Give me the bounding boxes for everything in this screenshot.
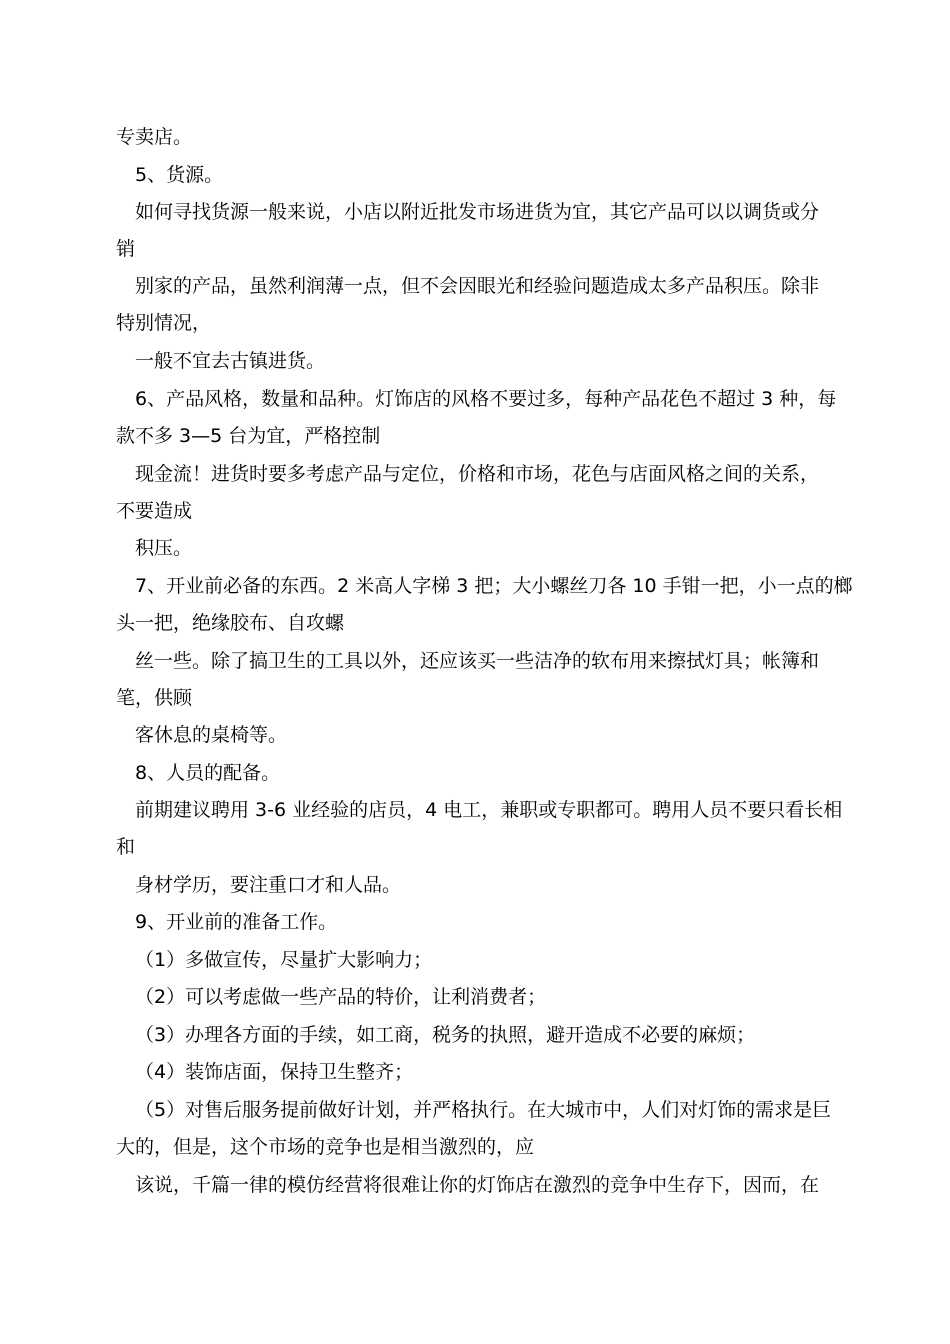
text-line: 大的，但是，这个市场的竞争也是相当激烈的，应 <box>116 1136 535 1158</box>
text-line: （2）可以考虑做一些产品的特价，让利消费者； <box>135 986 547 1008</box>
text-line: 特别情况， <box>116 312 212 334</box>
text-line: 现金流！进货时要多考虑产品与定位，价格和市场，花色与店面风格之间的关系， <box>135 463 820 485</box>
text-line: 7、开业前必备的东西。2 米高人字梯 3 把；大小螺丝刀各 10 手钳一把，小一点的榔 <box>135 575 853 597</box>
text-line: 款不多 3—5 台为宜，严格控制 <box>116 425 381 447</box>
text-line: 该说，千篇一律的模仿经营将很难让你的灯饰店在激烈的竞争中生存下，因而，在 <box>135 1174 820 1196</box>
text-line: 销 <box>116 238 136 260</box>
text-line: 身材学历，要注重口才和人品。 <box>135 874 402 896</box>
text-line: （5）对售后服务提前做好计划，并严格执行。在大城市中，人们对灯饰的需求是巨 <box>135 1099 832 1121</box>
text-line: 别家的产品，虽然利润薄一点，但不会因眼光和经验问题造成太多产品积压。除非 <box>135 275 820 297</box>
text-line: 6、产品风格，数量和品种。灯饰店的风格不要过多，每种产品花色不超过 3 种，每 <box>135 388 837 410</box>
text-line: （1）多做宣传，尽量扩大影响力； <box>135 949 433 971</box>
text-line: 积压。 <box>135 537 193 559</box>
text-line: 不要造成 <box>116 500 193 522</box>
text-line: 如何寻找货源一般来说，小店以附近批发市场进货为宜，其它产品可以以调货或分 <box>135 201 820 223</box>
text-line: 5、货源。 <box>135 164 224 186</box>
text-line: 头一把，绝缘胶布、自攻螺 <box>116 612 345 634</box>
text-line: 和 <box>116 836 136 858</box>
text-line: （4）装饰店面，保持卫生整齐； <box>135 1061 414 1083</box>
text-line: 客休息的桌椅等。 <box>135 724 288 746</box>
text-line: （3）办理各方面的手续，如工商，税务的执照，避开造成不必要的麻烦； <box>135 1024 756 1046</box>
text-line: 丝一些。除了搞卫生的工具以外，还应该买一些洁净的软布用来擦拭灯具；帐簿和 <box>135 650 820 672</box>
text-line: 9、开业前的准备工作。 <box>135 911 338 933</box>
text-line: 前期建议聘用 3-6 业经验的店员，4 电工，兼职或专职都可。聘用人员不要只看长相 <box>135 799 843 821</box>
text-line: 笔，供顾 <box>116 687 193 709</box>
text-line: 8、人员的配备。 <box>135 762 281 784</box>
text-line: 一般不宜去古镇进货。 <box>135 350 326 372</box>
text-line: 专卖店。 <box>116 126 193 148</box>
